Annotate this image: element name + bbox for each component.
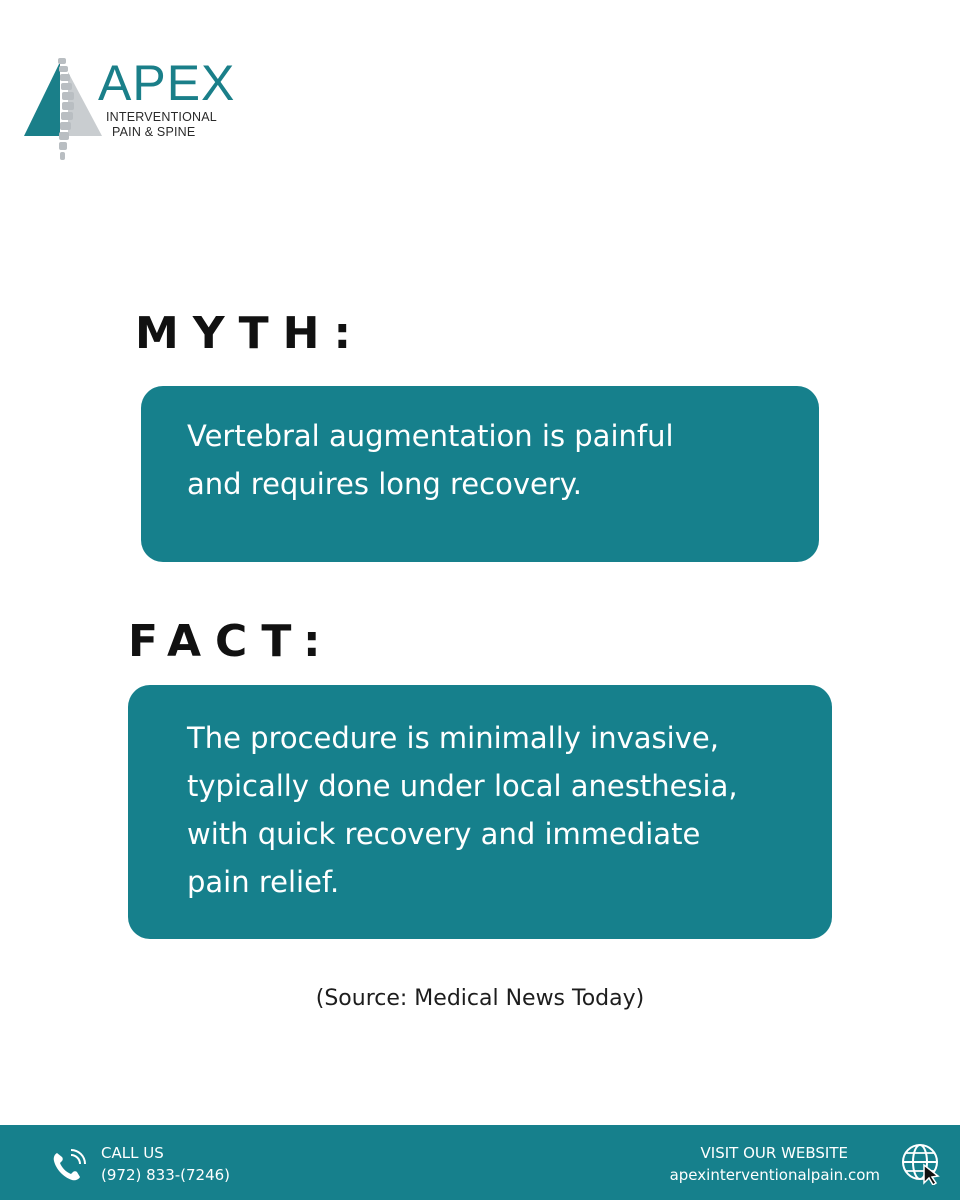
globe-cursor-icon[interactable] xyxy=(900,1143,946,1185)
website-link[interactable]: apexinterventionalpain.com xyxy=(669,1166,880,1184)
logo-subtitle xyxy=(106,110,217,140)
logo-sub-line2: PAIN & SPINE xyxy=(112,125,196,139)
myth-card xyxy=(141,386,819,562)
website-label: VISIT OUR WEBSITE xyxy=(700,1144,848,1162)
footer-bar xyxy=(0,1125,960,1200)
call-us-label: CALL US xyxy=(101,1144,164,1162)
myth-text-line: and requires long recovery. xyxy=(187,467,582,501)
logo-sub-line1: INTERVENTIONAL xyxy=(106,110,217,124)
phone-icon[interactable] xyxy=(51,1149,89,1183)
fact-text-line: with quick recovery and immediate xyxy=(187,817,701,851)
fact-card xyxy=(128,685,832,939)
source-citation: (Source: Medical News Today) xyxy=(315,986,645,1011)
phone-number-link[interactable]: (972) 833-(7246) xyxy=(101,1166,231,1184)
fact-heading: FACT: xyxy=(128,616,335,667)
logo-word: APEX xyxy=(98,55,236,111)
fact-text-line: typically done under local anesthesia, xyxy=(187,769,738,803)
myth-heading: MYTH: xyxy=(135,308,366,359)
brand-logo xyxy=(22,52,262,167)
myth-text-line: Vertebral augmentation is painful xyxy=(187,419,674,453)
fact-text-line: The procedure is minimally invasive, xyxy=(187,721,719,755)
spine-logo-icon xyxy=(22,52,102,167)
fact-text-line: pain relief. xyxy=(187,865,340,899)
